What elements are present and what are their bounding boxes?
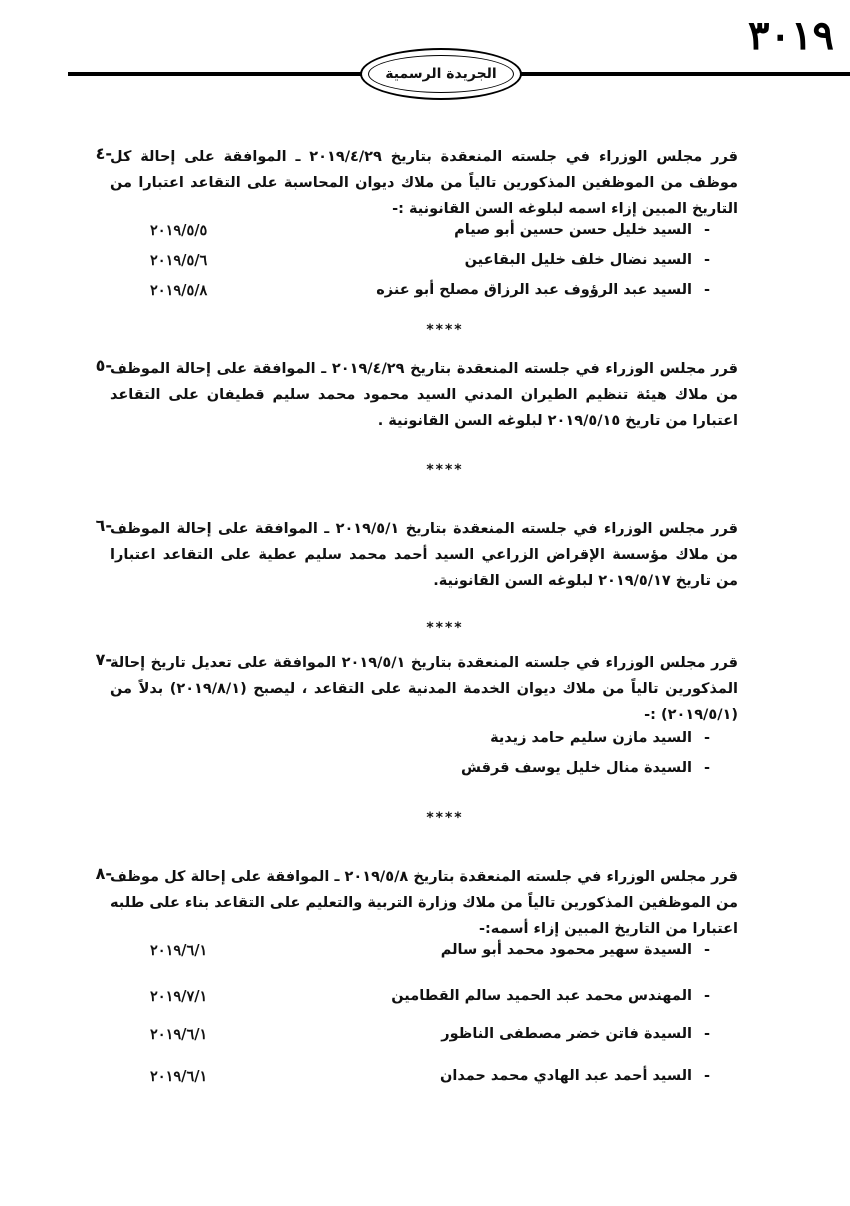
list-item: [150, 1068, 710, 1096]
list-dash: -: [703, 1068, 710, 1084]
item-number: ٨-: [95, 864, 112, 883]
person-name: السيد أحمد عبد الهادي محمد حمدان: [439, 1068, 692, 1084]
item-text: قرر مجلس الوزراء في جلسته المنعقدة بتاريخ ٢٠١٩/٥/١ الموافقة على تعديل تاريخ إحالة المذكورين تالياً من ملاك ديوان الخدمة المدنية على التقاعد ، ليصبح (٢٠١٩/٨/١) بدلاً من (٢٠١٩/٥/١) :-: [110, 655, 738, 723]
list-dash: -: [703, 252, 710, 268]
masthead-title: الجريدة الرسمية: [385, 66, 497, 82]
retirement-date: ٢٠١٩/٦/١: [150, 1068, 208, 1085]
masthead: [360, 48, 522, 100]
list-dash: -: [703, 1026, 710, 1042]
person-name: السيد نضال خلف خليل البقاعين: [464, 252, 692, 268]
retirement-date: ٢٠١٩/٥/٨: [150, 282, 208, 299]
item-text: قرر مجلس الوزراء في جلسته المنعقدة بتاريخ ٢٠١٩/٥/٨ ـ الموافقة على إحالة كل موظف من الموظفين المذكورين تالياً من ملاك وزارة التربية والتعليم على التقاعد بناء على طلبه اعتبارا من التاريخ المبين إزاء أسمه:-: [110, 869, 738, 937]
separator: ****: [426, 620, 464, 636]
list-dash: -: [703, 988, 710, 1004]
person-name: السيد خليل حسن حسين أبو صيام: [454, 222, 692, 238]
list-item: [150, 730, 710, 758]
list-item: [150, 282, 710, 310]
retirement-date: ٢٠١٩/٦/١: [150, 942, 208, 959]
item-number: ٧-: [95, 650, 112, 669]
list-item: [150, 760, 710, 788]
person-name: المهندس محمد عبد الحميد سالم القطامين: [391, 988, 692, 1004]
separator: ****: [426, 322, 464, 338]
separator: ****: [426, 810, 464, 826]
list-item: [150, 222, 710, 250]
list-dash: -: [703, 222, 710, 238]
list-item: [150, 252, 710, 280]
list-item: [150, 942, 710, 970]
list-item: [150, 1026, 710, 1054]
item-number: ٤-: [95, 144, 112, 163]
person-name: السيدة منال خليل يوسف قرقش: [461, 760, 692, 776]
list-dash: -: [703, 942, 710, 958]
item-text: قرر مجلس الوزراء في جلسته المنعقدة بتاريخ ٢٠١٩/٤/٢٩ ـ الموافقة على إحالة الموظف من ملاك هيئة تنظيم الطيران المدني السيد محمود محمد سليم قطيفان على التقاعد اعتبارا من تاريخ ٢٠١٩/٥/١٥ لبلوغه السن القانونية .: [110, 361, 738, 429]
person-name: السيد عبد الرؤوف عبد الرزاق مصلح أبو عنزه: [376, 282, 692, 298]
separator: ****: [426, 462, 464, 478]
list-item: [150, 988, 710, 1016]
item-text: قرر مجلس الوزراء في جلسته المنعقدة بتاريخ ٢٠١٩/٤/٢٩ ـ الموافقة على إحالة كل موظف من الموظفين المذكورين تالياً من ملاك ديوان المحاسبة على التقاعد اعتبارا من التاريخ المبين إزاء اسمه لبلوغه السن القانونية :-: [110, 149, 739, 217]
list-dash: -: [703, 760, 710, 776]
person-name: السيدة سهير محمود محمد أبو سالم: [440, 942, 692, 958]
page-number: ٣٠١٩: [748, 12, 834, 59]
person-name: السيد مازن سليم حامد زيدية: [490, 730, 692, 746]
retirement-date: ٢٠١٩/٦/١: [150, 1026, 208, 1043]
list-dash: -: [703, 282, 710, 298]
list-dash: -: [703, 730, 710, 746]
retirement-date: ٢٠١٩/٥/٥: [150, 222, 208, 239]
person-name: السيدة فاتن خضر مصطفى الناظور: [441, 1026, 692, 1042]
retirement-date: ٢٠١٩/٥/٦: [150, 252, 208, 269]
item-number: ٥-: [95, 356, 112, 375]
retirement-date: ٢٠١٩/٧/١: [150, 988, 208, 1005]
item-number: ٦-: [95, 516, 112, 535]
item-text: قرر مجلس الوزراء في جلسته المنعقدة بتاريخ ٢٠١٩/٥/١ ـ الموافقة على إحالة الموظف من ملاك مؤسسة الإقراض الزراعي السيد أحمد محمد سليم عطية على التقاعد اعتبارا من تاريخ ٢٠١٩/٥/١٧ لبلوغه السن القانونية.: [110, 521, 738, 589]
